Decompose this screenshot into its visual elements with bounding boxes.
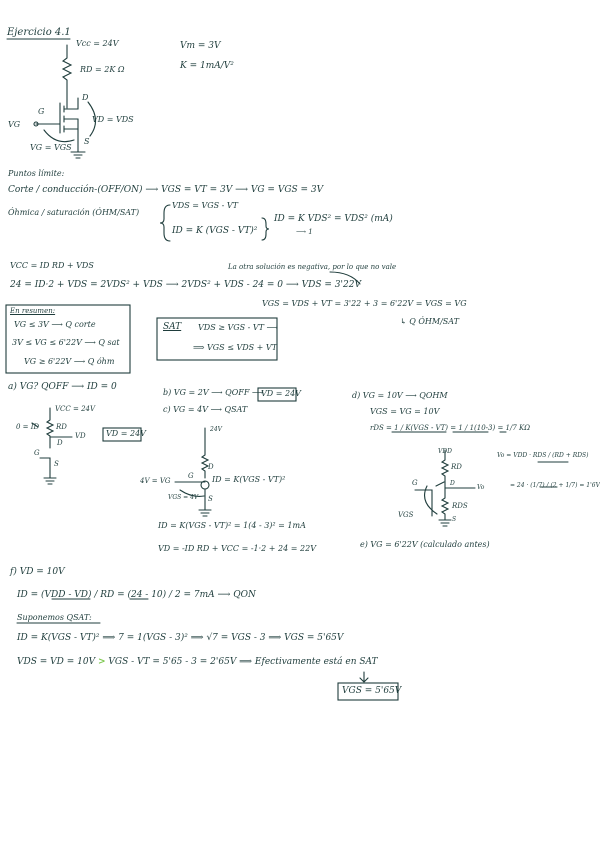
given-k: K = 1mA/V² (180, 61, 234, 71)
part-c-eq1: ID = K(VGS - VT)² = 1(4 - 3)² = 1mA (158, 521, 306, 530)
circuit1-d: D (82, 93, 89, 102)
part-d-formula1: Vo = VDD · RDS / (RD + RDS) (497, 452, 589, 459)
part-d-line1: VGS = VG = 10V (370, 407, 440, 416)
part-a-g: G (34, 449, 40, 457)
circuit1-g: G (38, 107, 45, 116)
part-a-answer: VD = 24V (106, 429, 146, 438)
kvl-note: La otra solución es negativa, por lo que no vale (228, 263, 397, 271)
part-d-vo: Vo (477, 484, 485, 491)
part-a-id0: 0 = ID (16, 423, 40, 431)
part-f-answer: VGS = 5'65V (342, 686, 402, 696)
part-f-conclusion: VGS - VT = 5'65 - 3 = 2'65V ⟹ Efectivamente está en SAT (108, 657, 378, 667)
part-d-d: D (450, 480, 455, 487)
kvl-line3: VGS = VDS + VT = 3'22 + 3 = 6'22V = VGS = VG (262, 299, 467, 308)
sat-label: SAT (163, 322, 182, 332)
part-d-line2: rDS = 1 / K(VGS - VT) = 1 / 1(10-3) = 1/7 KΩ (370, 424, 531, 432)
part-a-s: S (54, 460, 59, 468)
part-b-title: b) VG = 2V ⟶ QOFF ⟶ (163, 388, 264, 397)
part-d-formula2: = 24 · (1/7) / (2 + 1/7) = 1'6V (510, 482, 600, 489)
part-b-answer: VD = 24V (261, 389, 301, 398)
part-d-g: G (412, 479, 418, 487)
part-f-title: f) VD = 10V (10, 567, 65, 577)
summary-row3: VG ≥ 6'22V ⟶ Q óhm (24, 357, 115, 366)
circuit1-vg-in: VG (8, 120, 21, 129)
part-c-id: ID = K(VGS - VT)² (212, 475, 286, 484)
part-c-title: c) VG = 4V ⟶ QSAT (163, 405, 248, 414)
greater-than-mark: > (97, 657, 106, 667)
part-c-24v: 24V (210, 426, 222, 433)
limits-heading: Puntos límite: (8, 169, 65, 178)
circuit1-vg-vgs: VG = VGS (30, 143, 72, 152)
given-vt: Vт = 3V (180, 41, 221, 51)
part-c-d: D (208, 463, 214, 471)
part-a-vcc: VCC = 24V (55, 405, 96, 413)
part-c-vg: 4V = VG (140, 477, 171, 485)
part-c-s: S (208, 495, 213, 503)
part-d-vgs: VGS (398, 511, 414, 519)
kvl-line2: 24 = ID·2 + VDS = 2VDS² + VDS ⟶ 2VDS² + VDS - 24 = 0 ⟶ VDS = 3'22V (10, 280, 361, 290)
circuit1-vd-vds: VD = VDS (92, 115, 134, 124)
sat-line2: ⟹ VGS ≤ VDS + VT (193, 343, 278, 352)
part-d-title: d) VG = 10V ⟶ QOHM (352, 391, 448, 400)
limits-eq2: ID = K (VGS - VT)² (172, 226, 258, 236)
circuit1-s: S (84, 137, 90, 146)
part-d-vdd: VDD (438, 448, 452, 455)
kvl-line4: ↳ Q ÓHM/SAT (400, 317, 459, 326)
part-a-d: D (57, 439, 63, 447)
part-c-g: G (188, 472, 194, 480)
part-a-vd: VD (75, 432, 86, 440)
limits-ohm-label: Óhmica / saturación (ÓHM/SAT) (8, 208, 140, 217)
limits-eq3: ID = K VDS² = VDS² (mA) (274, 214, 393, 224)
circuit1-vcc: Vcc = 24V (76, 39, 119, 48)
summary-row2: 3V ≤ VG ≤ 6'22V ⟶ Q sat (12, 338, 120, 347)
summary-heading: En resumen: (10, 307, 56, 315)
sat-line1: VDS ≥ VGS - VT ⟶ (198, 323, 279, 332)
part-f-line4 (17, 658, 378, 667)
part-d-rds: RDS (452, 502, 468, 510)
kvl-line1: VCC = ID RD + VDS (10, 261, 94, 270)
part-f-line2: Suponemos QSAT: (17, 613, 92, 622)
limits-eq1: VDS = VGS - VT (172, 201, 239, 210)
part-c-vgs: VGS = 4V (168, 494, 199, 501)
circuit1-rd: RD = 2K Ω (80, 65, 125, 74)
part-a-title: a) VG? QOFF ⟶ ID = 0 (8, 382, 117, 392)
part-a-rd: RD (56, 423, 67, 431)
limits-eq3b: ⟶ 1 (296, 228, 313, 236)
part-f-line3: ID = K(VGS - VT)² ⟹ 7 = 1(VGS - 3)² ⟹ √7 = VGS - 3 ⟹ VGS = 5'65V (17, 633, 344, 643)
exercise-title: Ejercicio 4.1 (7, 27, 71, 38)
part-c-eq2: VD = -ID RD + VCC = -1·2 + 24 = 22V (158, 544, 316, 553)
part-f-line1: ID = (VDD - VD) / RD = (24 - 10) / 2 = 7mA ⟶ QON (17, 590, 256, 600)
limits-cut: Corte / conducción-(OFF/ON) ⟶ VGS = VT = 3V ⟶ VG = VGS = 3V (8, 185, 324, 195)
part-d-s: S (452, 516, 457, 523)
part-d-rd: RD (451, 463, 462, 471)
summary-row1: VG ≤ 3V ⟶ Q corte (14, 320, 96, 329)
part-e-title: e) VG = 6'22V (calculado antes) (360, 540, 490, 549)
part-f-vds: VDS = VD = 10V (17, 657, 96, 667)
